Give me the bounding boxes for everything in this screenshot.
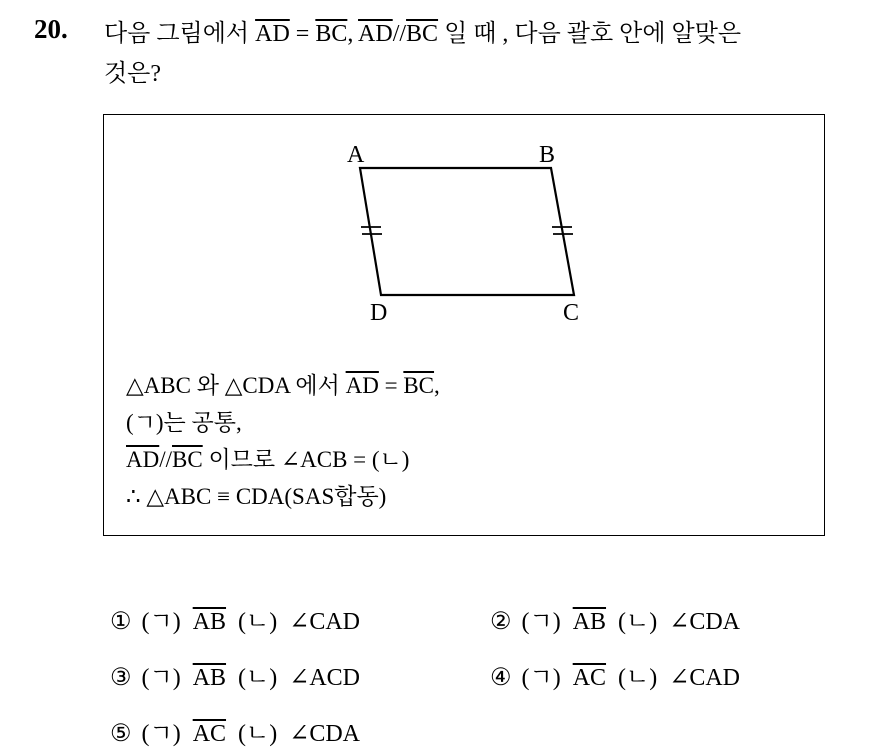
question-text [104, 14, 874, 94]
proof-l1-text: △ABC 와 △CDA 에서 [126, 373, 340, 398]
proof-line-2: (ㄱ)는 공통, [126, 410, 242, 435]
question-number: 20. [34, 14, 68, 44]
vertex-label-a: A [347, 142, 365, 168]
proof-segment-bc-2: $\overline{BC}$ [172, 447, 203, 472]
vertex-label-d: D [370, 300, 388, 326]
proof-parallel: // [159, 447, 173, 472]
question-seg2: 일 때 , 다음 괄호 안에 알맞은 [444, 21, 742, 47]
choice-blank-n: (ㄴ) [618, 665, 658, 691]
choice-4[interactable] [490, 657, 746, 692]
choice-angle: ∠ACD [289, 665, 360, 691]
proof-line-1 [126, 367, 440, 404]
choice-3[interactable] [110, 657, 366, 692]
choice-number: ⑤ [110, 721, 132, 747]
choice-number: ④ [490, 665, 512, 691]
choice-number: ③ [110, 665, 132, 691]
parallelogram-diagram [104, 115, 824, 365]
proof-line-3 [126, 441, 440, 478]
choice-angle: ∠CDA [289, 721, 360, 747]
question-seg1: 다음 그림에서 [104, 21, 250, 47]
choice-segment: $\overline{AB}$ [192, 609, 227, 635]
choice-angle: ∠CDA [669, 609, 740, 635]
figure-box [103, 114, 825, 536]
proof-segment-ad: $\overline{AD}$ [345, 373, 379, 398]
proof-equals: = [384, 373, 398, 398]
choice-segment: $\overline{AB}$ [572, 609, 607, 635]
question-line-1 [104, 14, 874, 54]
proof-comma: , [434, 373, 440, 398]
proof-l3-rest: 이므로 ∠ACB = (ㄴ) [208, 447, 410, 472]
vertex-label-b: B [539, 142, 556, 168]
proof-line-4: ∴ △ABC ≡ CDA(SAS합동) [126, 484, 387, 509]
choice-blank-n: (ㄴ) [238, 609, 278, 635]
choice-number: ② [490, 609, 512, 635]
segment-bc-2: $\overline{BC}$ [406, 21, 439, 47]
choice-blank-n: (ㄴ) [238, 665, 278, 691]
parallelogram-shape [360, 168, 574, 295]
vertex-label-c: C [563, 300, 580, 326]
choice-segment: $\overline{AB}$ [192, 665, 227, 691]
equals-sign: = [295, 21, 310, 47]
proof-text [126, 367, 440, 515]
segment-bc: $\overline{BC}$ [315, 21, 348, 47]
choice-1[interactable] [110, 601, 366, 636]
choice-blank-g: (ㄱ) [141, 665, 181, 691]
choice-2[interactable] [490, 601, 746, 636]
choice-segment: $\overline{AC}$ [572, 665, 607, 691]
choice-blank-g: (ㄱ) [141, 609, 181, 635]
choice-blank-g: (ㄱ) [521, 609, 561, 635]
choice-5[interactable] [110, 713, 366, 748]
choice-angle: ∠CAD [669, 665, 740, 691]
choice-number: ① [110, 609, 132, 635]
segment-ad-2: $\overline{AD}$ [358, 21, 393, 47]
question-line-2: 것은? [104, 61, 162, 87]
choice-blank-g: (ㄱ) [521, 665, 561, 691]
parallel-sign: // [392, 21, 407, 47]
segment-ad: $\overline{AD}$ [255, 21, 290, 47]
choice-blank-n: (ㄴ) [238, 721, 278, 747]
comma: , [347, 21, 354, 47]
choice-blank-g: (ㄱ) [141, 721, 181, 747]
choice-blank-n: (ㄴ) [618, 609, 658, 635]
proof-segment-ad-2: $\overline{AD}$ [126, 447, 160, 472]
choice-segment: $\overline{AC}$ [192, 721, 227, 747]
proof-segment-bc: $\overline{BC}$ [403, 373, 435, 398]
choice-angle: ∠CAD [289, 609, 360, 635]
